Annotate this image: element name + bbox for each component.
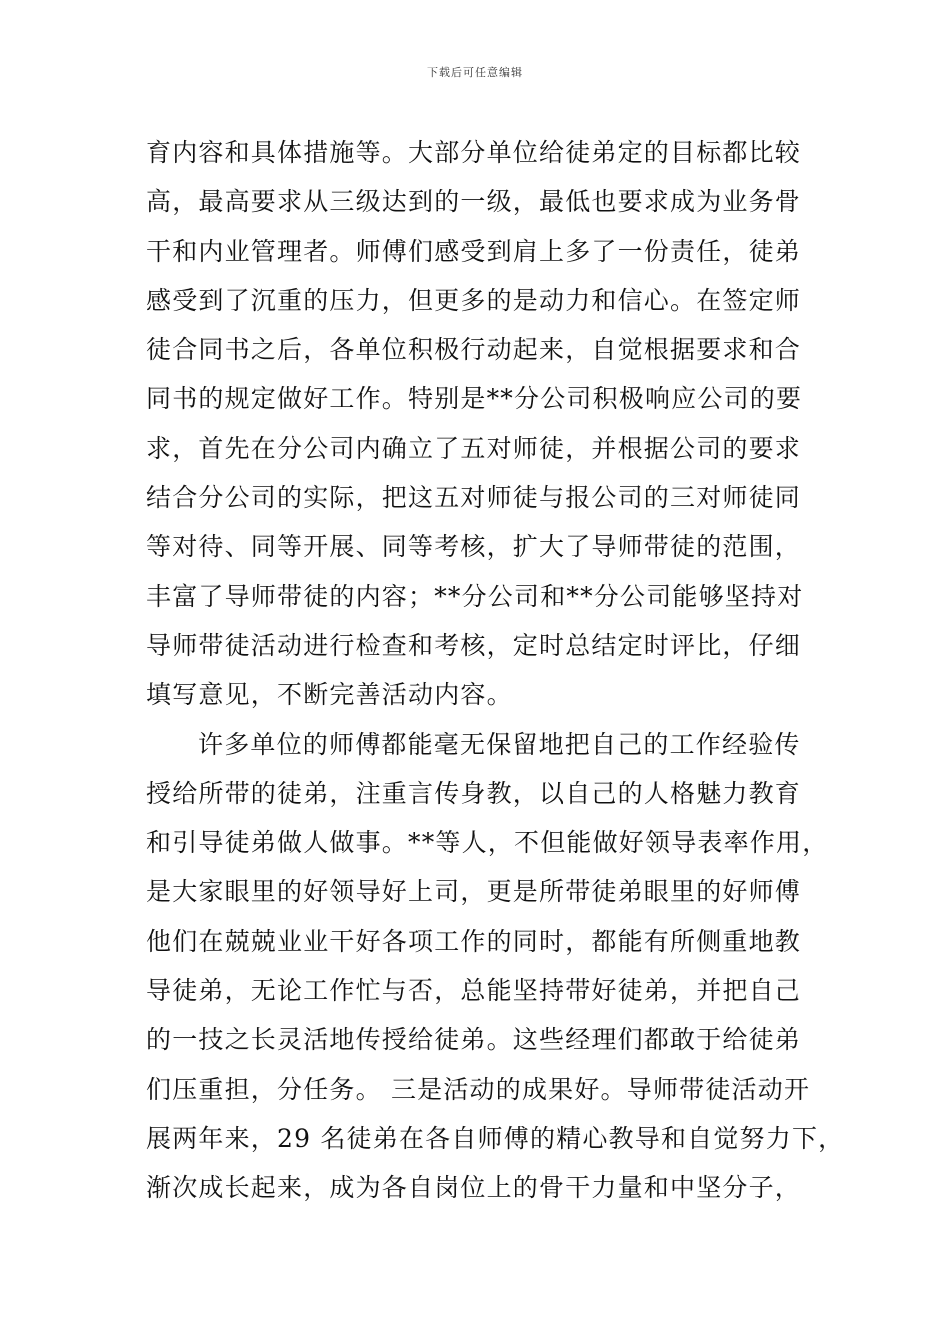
text-line: 是大家眼里的好领导好上司，更是所带徒弟眼里的好师傅 xyxy=(146,877,802,907)
text-line: 感受到了沉重的压力，但更多的是动力和信心。在签定师 xyxy=(146,285,802,315)
page-header: 下载后可任意编辑 xyxy=(427,66,523,79)
text-line: 徒合同书之后，各单位积极行动起来，自觉根据要求和合 xyxy=(146,335,802,365)
text-line: 结合分公司的实际，把这五对师徒与报公司的三对师徒同 xyxy=(146,483,802,513)
text-line: 同书的规定做好工作。特别是**分公司积极响应公司的要 xyxy=(146,384,803,414)
text-line: 高，最高要求从三级达到的一级，最低也要求成为业务骨 xyxy=(146,187,802,217)
text-line: 导徒弟，无论工作忙与否，总能坚持带好徒弟，并把自己 xyxy=(146,976,802,1006)
text-line: 和引导徒弟做人做事。**等人，不但能做好领导表率作用， xyxy=(146,828,829,858)
text-line: 授给所带的徒弟，注重言传身教，以自己的人格魅力教育 xyxy=(146,778,802,808)
text-line: 的一技之长灵活地传授给徒弟。这些经理们都敢于给徒弟 xyxy=(146,1025,802,1055)
text-line: 等对待、同等开展、同等考核，扩大了导师带徒的范围， xyxy=(146,532,802,562)
text-line: 展两年来，29 名徒弟在各自师傅的精心教导和自觉努力下， xyxy=(146,1123,845,1153)
text-line: 干和内业管理者。师傅们感受到肩上多了一份责任，徒弟 xyxy=(146,236,802,266)
text-line: 丰富了导师带徒的内容；**分公司和**分公司能够坚持对 xyxy=(146,581,804,611)
text-line: 填写意见，不断完善活动内容。 xyxy=(146,680,513,710)
text-line: 育内容和具体措施等。大部分单位给徒弟定的目标都比较 xyxy=(146,138,802,167)
text-line: 求，首先在分公司内确立了五对师徒，并根据公司的要求 xyxy=(146,433,802,463)
text-line: 们压重担，分任务。 三是活动的成果好。导师带徒活动开 xyxy=(146,1074,811,1104)
text-line: 他们在兢兢业业干好各项工作的同时，都能有所侧重地教 xyxy=(146,926,802,956)
body-text xyxy=(146,128,846,1213)
text-line: 导师带徒活动进行检查和考核，定时总结定时评比，仔细 xyxy=(146,630,802,660)
paragraph-first-line: 许多单位的师傅都能毫无保留地把自己的工作经验传 xyxy=(198,729,801,759)
text-line: 渐次成长起来，成为各自岗位上的骨干力量和中坚分子， xyxy=(146,1173,802,1203)
